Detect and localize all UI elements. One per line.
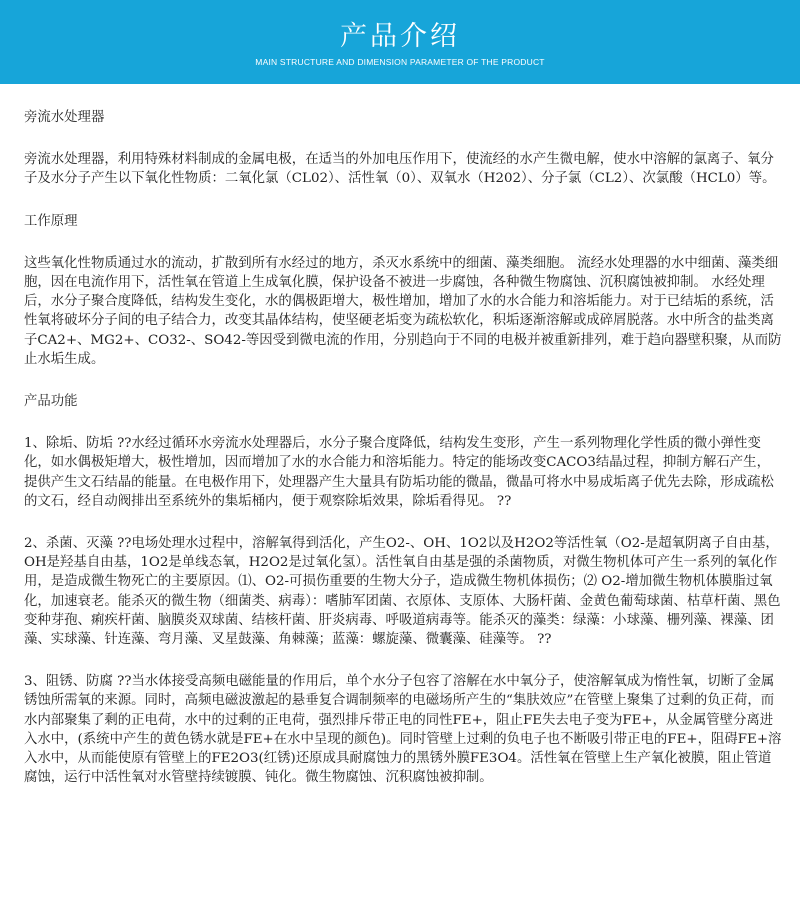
section-heading-principle: 工作原理 <box>24 213 78 229</box>
section-heading-product-name: 旁流水处理器 <box>24 110 105 125</box>
page-subtitle: MAIN STRUCTURE AND DIMENSION PARAMETER OF THE PRODUCT <box>255 57 545 67</box>
principle-paragraph: 这些氧化性物质通过水的流动，扩散到所有水经过的地方，杀灭水系统中的细菌、藻类细胞。 流经水处理器的水中细菌、藻类细胞，因在电流作用下，活性氧在管道上生成氧化膜，保护设备不被进一步腐蚀，各种微生物腐蚀、沉积腐蚀被抑制。 水经处理后，水分子聚合度降低，结构发生变化，水的偶极距增大，极性增加，增加了水的水合能力和溶垢能力。对于已结垢的系统，活性氧将破坏分子间的电子结合力，改变其晶体结构，使坚硬老垢变为疏松软化，积垢逐渐溶解或成碎屑脱落。水中所含的盐类离子CA2+、MG2+、CO32-、SO42-等因受到微电流的作用，分别趋向于不同的电极并被重新排列，难于趋向器壁积聚，从而防止水垢生成。 <box>24 255 782 367</box>
product-description-paragraph: 旁流水处理器，利用特殊材料制成的金属电极，在适当的外加电压作用下，使流经的水产生微电解，使水中溶解的氯离子、氧分子及水分子产生以下氧化性物质：二氧化氯（CL02）、活性氧（0）、双氧水（H202）、分子氯（CL2）、次氯酸（HCL0）等。 <box>24 152 776 187</box>
page-title: 产品介绍 <box>340 21 460 52</box>
function-descale-paragraph: 1、除垢、防垢 ??水经过循环水旁流水处理器后，水分子聚合度降低，结构发生变形，产生一系列物理化学性质的微小弹性变化，如水偶极矩增大，极性增加，因而增加了水的水合能力和溶垢能力。特定的能场改变CACO3结晶过程，抑制方解石产生，提供产生文石结晶的能量。在电极作用下，处理器产生大量具有防垢功能的微晶，微晶可将水中易成垢离子优先去除，形成疏松的文石，经自动阀排出至系统外的集垢桶内，便于观察除垢效果，除垢看得见。 ?? <box>24 436 774 509</box>
function-anticorrosion-paragraph: 3、阻锈、防腐 ??当水体接受高频电磁能量的作用后，单个水分子包容了溶解在水中氧分子，使溶解氧成为惰性氧，切断了金属锈蚀所需氧的来源。同时，高频电磁波激起的悬垂复合调制频率的电磁场所产生的“集肤效应”在管壁上聚集了过剩的负正荷，而水内部聚集了剩的正电荷，水中的过剩的正电荷，强烈排斥带正电的同性FE+，阻止FE失去电子变为FE+，从金属管壁分离进入水中，(系统中产生的黄色锈水就是FE+在水中呈现的颜色)。同时管壁上过剩的负电子也不断吸引带正电的FE+，阻碍FE+溶入水中，从而能使原有管壁上的FE2O3(红锈)还原成具耐腐蚀力的黑锈外膜FE3O4。活性氧在管壁上生产氧化被膜，阻止管道腐蚀，运行中活性氧对水管壁持续镀膜、钝化。微生物腐蚀、沉积腐蚀被抑制。 <box>24 674 782 786</box>
function-sterilize-paragraph: 2、杀菌、灭藻 ??电场处理水过程中，溶解氧得到活化，产生O2-、OH、1O2以及H2O2等活性氧（O2-是超氧阴离子自由基，OH是羟基自由基，1O2是单线态氧，H2O2是过氧化氢）。活性氧自由基是强的杀菌物质，对微生物机体可产生一系列的氧化作用，是造成微生物死亡的主要原因。⑴、O2-可损伤重要的生物大分子，造成微生物机体损伤；⑵ O2-增加微生物机体膜脂过氧化，加速衰老。能杀灭的微生物（细菌类、病毒）：嗜肺军团菌、衣原体、支原体、大肠杆菌、金黄色葡萄球菌、枯草杆菌、黑色变种芽孢、痢疾杆菌、脑膜炎双球菌、结核杆菌、肝炎病毒、呼吸道病毒等。能杀灭的藻类：绿藻：小球藻、栅列藻、裸藻、团藻、实球藻、针连藻、弯月藻、叉星鼓藻、角棘藻；蓝藻：螺旋藻、微囊藻、硅藻等。 ?? <box>24 536 781 648</box>
section-heading-functions: 产品功能 <box>24 394 78 410</box>
article-body <box>0 84 800 787</box>
header-banner <box>0 0 800 84</box>
